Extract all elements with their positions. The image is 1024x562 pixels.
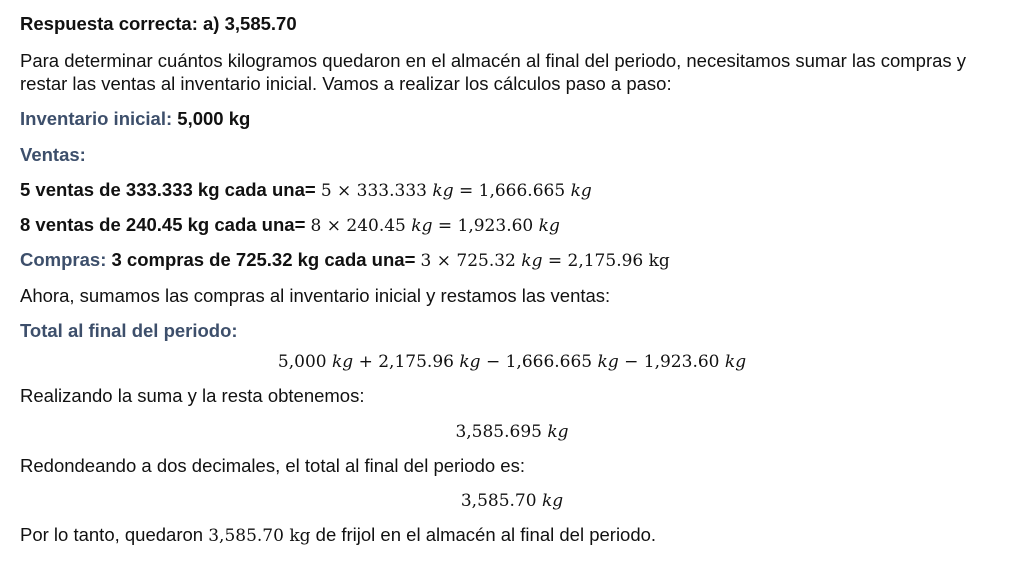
math-term: = 1,666.665 [458, 181, 566, 201]
total-equation [0, 351, 1024, 373]
math-unit: kg [597, 352, 619, 372]
math-term: 8 × 240.45 [310, 216, 406, 236]
conclusion-sentence [20, 524, 656, 547]
math-unit: kg [547, 422, 569, 442]
sales-line-1-text: 5 ventas de 333.333 kg cada una= [20, 179, 316, 200]
math-term: 3 × 725.32 [420, 251, 516, 271]
math-unit: kg [541, 491, 564, 511]
answer-title: Respuesta correcta: a) 3,585.70 [20, 13, 297, 34]
purchases-math [421, 251, 670, 271]
sales-line-2-math [311, 216, 560, 236]
math-unit: kg [538, 216, 560, 236]
purchases-text: 3 compras de 725.32 kg cada una= [111, 249, 416, 270]
sales-line-1 [20, 179, 592, 202]
math-unit: kg [521, 251, 543, 271]
rounded-value [0, 490, 1024, 512]
sales-line-2 [20, 214, 560, 237]
math-term: 5 × 333.333 [320, 181, 427, 201]
conclusion-math: 3,585.70 kg [208, 526, 311, 546]
conclusion-text: de frijol en el almacén al final del periodo. [315, 524, 657, 545]
inventory-value: 5,000 kg [177, 108, 251, 129]
result-sentence: Realizando la suma y la resta obtenemos: [20, 385, 365, 406]
result-value [0, 421, 1024, 443]
math-unit: kg [570, 181, 592, 201]
math-unit: kg [432, 181, 454, 201]
math-unit: kg [724, 352, 747, 372]
math-term: + 2,175.96 [358, 352, 454, 372]
math-term: = 2,175.96 kg [547, 251, 670, 271]
math-term: 3,585.695 [455, 422, 542, 442]
math-term: = 1,923.60 [437, 216, 534, 236]
math-unit: kg [332, 352, 354, 372]
math-term: 5,000 [277, 352, 327, 372]
math-unit: kg [411, 216, 433, 236]
rounding-sentence: Redondeando a dos decimales, el total al final del periodo es: [20, 455, 525, 476]
intro-paragraph: Para determinar cuántos kilogramos quedaron en el almacén al final del periodo, necesitamos sumar las compras y restar las ventas al inventario inicial. Vamos a realizar los cálculos paso a paso: [20, 50, 967, 94]
inventory-line [20, 108, 250, 130]
total-heading: Total al final del periodo: [20, 320, 238, 341]
conclusion-text: Por lo tanto, quedaron [20, 524, 204, 545]
math-term: − 1,666.665 [485, 352, 593, 372]
now-sentence: Ahora, sumamos las compras al inventario inicial y restamos las ventas: [20, 285, 611, 306]
purchases-line [20, 249, 670, 272]
inventory-label: Inventario inicial: [20, 108, 173, 129]
math-term: 3,585.70 [460, 491, 537, 511]
purchases-label: Compras: [20, 249, 107, 270]
math-unit: kg [459, 352, 481, 372]
sales-line-1-math [321, 181, 592, 201]
math-term: − 1,923.60 [624, 352, 720, 372]
sales-line-2-text: 8 ventas de 240.45 kg cada una= [20, 214, 306, 235]
sales-heading: Ventas: [20, 144, 86, 165]
